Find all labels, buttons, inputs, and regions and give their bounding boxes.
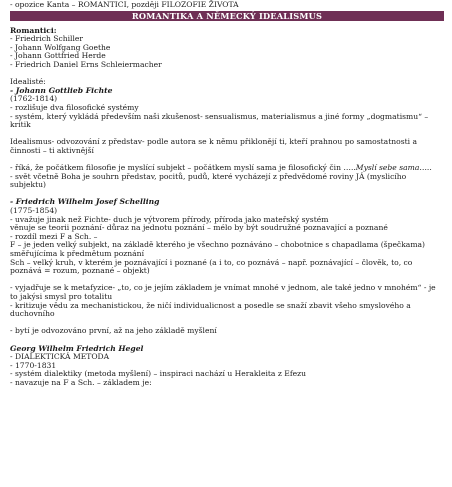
schelling-name: - Friedrich Wilhelm Josef Schelling xyxy=(10,197,160,207)
hegel-line: - DIALEKTICKÁ METODA xyxy=(10,352,110,362)
romantici-heading: Romantici: xyxy=(10,25,57,35)
schelling-years: (1775-1854) xyxy=(10,206,58,216)
schelling-line: - vyjadřuje se k metafyzice- „to, co je jejím základem je vnímat mnohé v jednom, ale také jedno v mnohém“ - je to jakýsi smysl pro totalitu xyxy=(10,283,436,301)
schelling-line: - uvažuje jinak než Fichte- duch je výtvorem přírody, příroda jako mateřský systém xyxy=(10,214,329,224)
fichte-line: - rozlišuje dva filosofické systémy xyxy=(10,102,139,112)
schelling-line: Sch – velký kruh, v kterém je poznávající i poznané (a i to, co poznává – např. poznávající – člověk, to, co poznává = rozum, poznané – objekt) xyxy=(10,257,413,276)
romantici-item: - Friedrich Daniel Erns Schleiermacher xyxy=(10,59,162,69)
fichte-years: (1762-1814) xyxy=(10,94,58,104)
schelling-byti: - bytí je odvozováno první, až na jeho základě myšlení xyxy=(10,326,217,336)
intro-line: - opozice Kanta – ROMANTICI, později FILOZOFIE ŽIVOTA xyxy=(10,0,239,9)
schelling-line: - kritizuje vědu za mechanistickou, že ničí individualicnost a posedle se snaží zbavit všeho smyslového a duchovního xyxy=(10,300,411,319)
fichte-idealismus: Idealismus- odvozování z představ- podle autora se k němu přiklonějí ti, kteří prahnou po samostatnosti a činnosti – ti aktivnější xyxy=(10,137,418,155)
hegel-line: - navazuje na F a Sch. – základem je: xyxy=(10,377,152,387)
hegel-line: - 1770-1831 xyxy=(10,360,57,370)
fichte-rika-text: - říká, že počátkem filosofie je myslící subjekt – počátkem myslí sama je filosofický čin xyxy=(10,163,344,173)
hegel-name: Georg Wilhelm Friedrich Hegel xyxy=(10,343,144,353)
romantici-item: - Friedrich Schiller xyxy=(10,34,84,44)
romantici-item: - Johann Wolfgang Goethe xyxy=(10,42,111,52)
fichte-rika-quote: …..Myslí sebe sama….. xyxy=(343,163,432,173)
section-title-bar: ROMANTIKA A NĚMECKÝ IDEALISMUS xyxy=(10,11,444,21)
fichte-svet: - svět včetně Boha je souhrn představ, pocitů, pudů, které vycházejí z předvědomé roviny JÁ (myslicího subjektu) xyxy=(10,171,407,190)
document-page xyxy=(10,1,444,388)
fichte-line: - systém, který vykládá především naši zkušenost- sensualismus, materialismus a jiné formy „dogmatismu“ – kritik xyxy=(10,111,429,130)
idealiste-label: Idealisté: xyxy=(10,77,46,87)
schelling-line: F – je jeden velký subjekt, na základě kterého je všechno poznáváno – chobotnice s chapadlama (špečkama) směřujícíma k předmětum poznání xyxy=(10,240,426,259)
schelling-line: - rozdíl mezi F a Sch. – xyxy=(10,231,98,241)
fichte-name: - Johann Gottlieb Fichte xyxy=(10,85,113,95)
hegel-line: - systém dialektiky (metoda myšlení) – inspiraci nachází u Herakleita z Efezu xyxy=(10,369,307,379)
schelling-line: věnuje se teorii poznání- důraz na jednotu poznání – mélo by být soudružné poznavající a poznané xyxy=(10,223,388,233)
romantici-item: - Johann Gottfried Herde xyxy=(10,51,106,61)
